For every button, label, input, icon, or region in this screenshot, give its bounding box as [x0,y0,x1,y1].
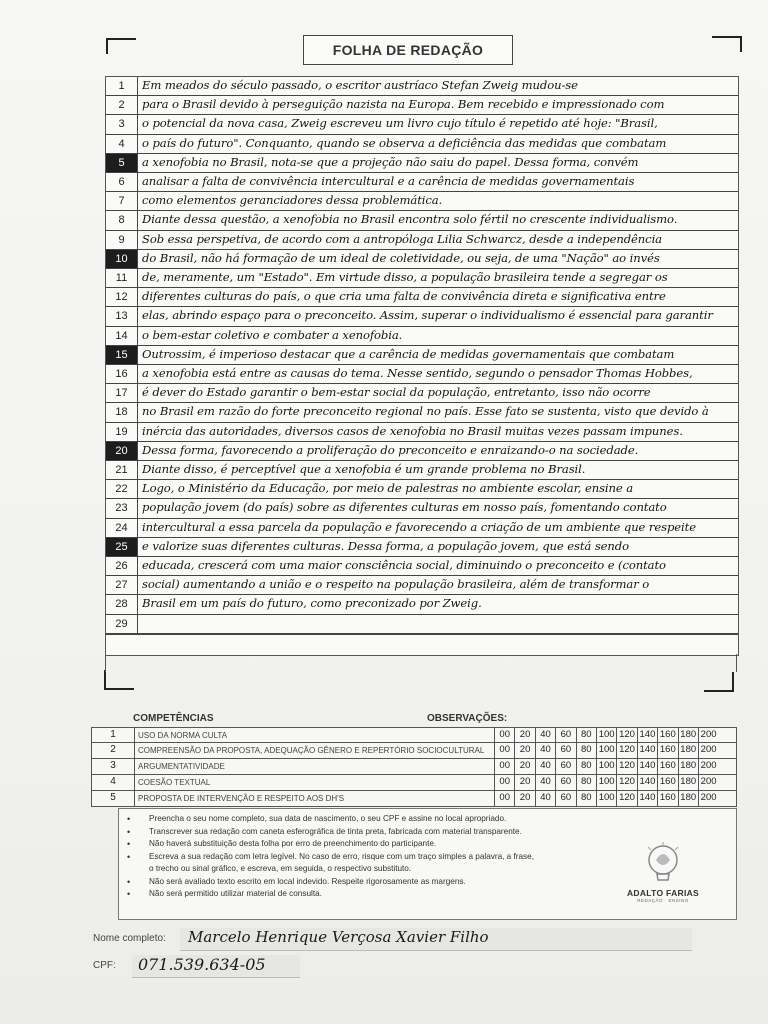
handwritten-text: Outrossim, é imperioso destacar que a carência de medidas governamentais que combatam [142,346,675,361]
essay-line [106,615,738,634]
essay-line [106,538,738,557]
line-number: 8 [106,211,138,229]
handwritten-text: do Brasil, não há formação de um ideal de coletividade, ou seja, de uma "Nação" ao invés [142,250,660,265]
score-option[interactable]: 80 [576,791,596,806]
line-number: 3 [106,115,138,133]
competencia-row [91,791,737,807]
essay-line [106,384,738,403]
competencia-row [91,759,737,775]
handwritten-text: inércia das autoridades, diversos casos de xenofobia no Brasil muitas vezes passam impunes. [142,423,683,438]
logo-tagline: REDAÇÃO · ENSINO [637,898,689,903]
essay-extra-line [106,634,738,635]
cpf-value: 071.539.634-05 [138,955,266,974]
instruction-text: Não será permitido utilizar material de consulta. [149,889,322,898]
corner-mark-bottom-right [704,672,734,692]
line-number: 10 [106,250,138,268]
competencia-label: COMPREENSÃO DA PROPOSTA, ADEQUAÇÃO GÊNERO E REPERTÓRIO SOCIOCULTURAL [138,746,485,755]
competencia-row [91,727,737,743]
instruction-item [119,826,736,839]
score-option[interactable]: 60 [555,743,575,758]
score-option[interactable]: 00 [494,775,514,790]
score-option[interactable]: 140 [637,728,657,742]
score-option[interactable]: 160 [657,775,677,790]
line-number: 20 [106,442,138,460]
handwritten-text: Logo, o Ministério da Educação, por meio de palestras no ambiente escolar, ensine a [142,481,634,496]
handwritten-text: Em meados do século passado, o escritor austríaco Stefan Zweig mudou-se [142,78,578,92]
score-option[interactable]: 180 [678,743,698,758]
competencia-label: PROPOSTA DE INTERVENÇÃO E RESPEITO AOS DH'S [138,794,345,803]
lightbulb-icon [623,840,703,888]
essay-line [106,499,738,518]
line-number: 5 [106,154,138,172]
score-option[interactable]: 140 [637,759,657,774]
essay-line [106,461,738,480]
logo-name: ADALTO FARIAS [626,888,700,898]
score-option[interactable]: 00 [494,759,514,774]
score-options [494,743,718,758]
corner-mark-top-left [106,38,136,54]
handwritten-text: é dever do Estado garantir o bem-estar social da população, entretanto, isso não ocorre [142,385,651,400]
competencia-row [91,743,737,759]
essay-line [106,403,738,422]
essay-line [106,576,738,595]
score-option[interactable]: 20 [514,791,534,806]
score-option[interactable]: 100 [596,728,616,742]
score-option[interactable]: 80 [576,728,596,742]
score-option[interactable]: 200 [698,728,718,742]
score-option[interactable]: 100 [596,759,616,774]
competencia-label: USO DA NORMA CULTA [138,731,228,740]
score-option[interactable]: 140 [637,743,657,758]
score-option[interactable]: 100 [596,743,616,758]
competencias-title: COMPETÊNCIAS [133,713,214,724]
name-value: Marcelo Henrique Verçosa Xavier Filho [188,928,489,946]
handwritten-text: como elementos geranciadores dessa problemática. [142,193,443,208]
essay-line [106,307,738,326]
essay-line [106,480,738,499]
name-label: Nome completo: [93,933,166,944]
essay-line [106,365,738,384]
score-options [494,791,718,806]
score-option[interactable]: 40 [535,775,555,790]
line-number: 14 [106,327,138,345]
essay-line [106,595,738,614]
score-option[interactable]: 00 [494,791,514,806]
corner-mark-top-right [712,36,742,52]
essay-line [106,96,738,115]
competencia-number: 5 [92,791,135,806]
essay-line [106,346,738,365]
score-option[interactable]: 120 [616,791,636,806]
instruction-text: Não será avaliado texto escrito em local indevido. Respeite rigorosamente as margens. [149,876,466,886]
line-number: 1 [106,77,138,95]
bullet-icon: • [127,814,131,824]
handwritten-text: analisar a falta de convivência intercultural e a carência de medidas governamentais [142,174,635,188]
score-option[interactable]: 120 [616,759,636,774]
handwritten-text: o bem-estar coletivo e combater a xenofobia. [142,327,403,342]
bullet-icon: • [127,876,131,887]
line-number: 21 [106,461,138,479]
line-number: 28 [106,595,138,613]
bullet-icon: • [127,826,131,837]
line-number: 2 [106,96,138,114]
handwritten-text: Diante disso, é perceptível que a xenofobia é um grande problema no Brasil. [142,462,586,476]
score-options [494,728,718,742]
essay-line [106,154,738,173]
handwritten-text: social) aumentando a união e o respeito na população brasileira, além de transformar o [142,577,650,592]
line-number: 26 [106,557,138,575]
score-option[interactable]: 20 [514,728,534,742]
line-number: 25 [106,538,138,556]
competencia-number: 1 [92,728,135,742]
score-option[interactable]: 60 [555,775,575,790]
score-option[interactable]: 180 [678,728,698,742]
brand-logo [623,840,703,903]
essay-line [106,231,738,250]
score-option[interactable]: 20 [514,759,534,774]
essay-lines-grid [105,76,739,656]
essay-line [106,327,738,346]
instruction-item [119,813,736,826]
handwritten-text: população jovem (do país) sobre as diferentes culturas em nosso país, fomentando contato [142,500,667,515]
score-option[interactable]: 120 [616,743,636,758]
handwritten-text: a xenofobia no Brasil, nota-se que a projeção não saiu do papel. Dessa forma, convém [142,154,639,169]
essay-bottom-margin [105,654,737,672]
competencia-label: COESÃO TEXTUAL [138,778,211,787]
essay-line [106,135,738,154]
score-option[interactable]: 60 [555,728,575,742]
score-options [494,775,718,790]
handwritten-text: no Brasil em razão do forte preconceito regional no país. Esse fato se sustenta, visto que devido à [142,404,709,419]
score-option[interactable]: 100 [596,791,616,806]
score-option[interactable]: 120 [616,775,636,790]
line-number: 13 [106,307,138,325]
line-number: 24 [106,519,138,537]
handwritten-text: o potencial da nova casa, Zweig escreveu um livro cujo título é repetido até hoje: "Brasil, [142,116,658,131]
score-option[interactable]: 120 [616,728,636,742]
handwritten-text: elas, abrindo espaço para o preconceito. Assim, superar o individualismo é essencial para garantir [142,308,713,323]
essay-line [106,423,738,442]
score-option[interactable]: 200 [698,791,718,806]
essay-line [106,557,738,576]
instruction-text: Preencha o seu nome completo, sua data de nascimento, o seu CPF e assine no local apropriado. [149,814,507,823]
score-option[interactable]: 160 [657,791,677,806]
handwritten-text: Brasil em um país do futuro, como preconizado por Zweig. [142,596,482,611]
score-option[interactable]: 40 [535,791,555,806]
line-number: 22 [106,480,138,498]
line-number: 9 [106,231,138,249]
handwritten-text: a xenofobia está entre as causas do tema. Nesse sentido, segundo o pensador Thomas Hobbes, [142,366,693,380]
instruction-text: Transcrever sua redação com caneta esferográfica de tinta preta, fabricada com material transparente. [149,826,522,836]
sheet-title: FOLHA DE REDAÇÃO [303,35,513,65]
score-options [494,759,718,774]
score-option[interactable]: 100 [596,775,616,790]
score-option[interactable]: 140 [637,775,657,790]
score-option[interactable]: 200 [698,743,718,758]
handwritten-text: Dessa forma, favorecendo a proliferação do preconceito e enraizando-o na sociedade. [142,442,639,457]
score-option[interactable]: 20 [514,743,534,758]
line-number: 11 [106,269,138,287]
score-option[interactable]: 60 [555,759,575,774]
score-option[interactable]: 00 [494,728,514,742]
essay-line [106,288,738,307]
score-option[interactable]: 200 [698,759,718,774]
essay-line [106,173,738,192]
line-number: 7 [106,192,138,210]
line-number: 16 [106,365,138,383]
line-number: 23 [106,499,138,517]
line-number: 4 [106,135,138,153]
handwritten-text: intercultural a essa parcela da população e favorecendo a criação de um ambiente que respeite [142,519,696,534]
handwritten-text [142,615,734,633]
handwritten-text: e valorize suas diferentes culturas. Dessa forma, a população jovem, que está sendo [142,538,629,553]
line-number: 6 [106,173,138,191]
score-option[interactable]: 00 [494,743,514,758]
competencia-number: 4 [92,775,135,790]
handwritten-text: educada, crescerá com uma maior consciência social, diminuindo o preconceito e (contato [142,558,666,572]
score-option[interactable]: 80 [576,743,596,758]
competencia-label: ARGUMENTATIVIDADE [138,762,225,771]
line-number: 17 [106,384,138,402]
instruction-text: Não haverá substituição desta folha por erro de preenchimento do participante. [149,839,437,848]
handwritten-text: para o Brasil devido à perseguição nazista na Europa. Bem recebido e impressionado com [142,97,665,112]
essay-line [106,211,738,230]
score-option[interactable]: 40 [535,728,555,742]
bullet-icon: • [127,851,131,862]
corner-mark-bottom-left [104,670,134,690]
competencia-number: 3 [92,759,135,774]
score-option[interactable]: 40 [535,743,555,758]
score-option[interactable]: 20 [514,775,534,790]
competencias-header [91,711,737,725]
line-number: 19 [106,423,138,441]
line-number: 15 [106,346,138,364]
competencias-table [91,711,737,808]
handwritten-text: Diante dessa questão, a xenofobia no Brasil encontra solo fértil no crescente individualismo. [142,212,678,227]
essay-line [106,192,738,211]
instruction-text: o trecho ou sinal gráfico, e escreva, em seguida, o respectivo substituto. [149,864,412,873]
line-number: 29 [106,615,138,633]
essay-line [106,269,738,288]
bullet-icon: • [127,889,131,899]
line-number: 18 [106,403,138,421]
handwritten-text: o país do futuro". Conquanto, quando se observa a deficiência das medidas que combatam [142,135,667,150]
competencia-number: 2 [92,743,135,758]
score-option[interactable]: 180 [678,759,698,774]
observacoes-title: OBSERVAÇÕES: [427,713,508,724]
essay-line [106,442,738,461]
score-option[interactable]: 60 [555,791,575,806]
essay-line [106,250,738,269]
competencia-row [91,775,737,791]
line-number: 27 [106,576,138,594]
score-option[interactable]: 180 [678,775,698,790]
score-option[interactable]: 160 [657,728,677,742]
line-number: 12 [106,288,138,306]
score-option[interactable]: 40 [535,759,555,774]
score-option[interactable]: 180 [678,791,698,806]
score-option[interactable]: 140 [637,791,657,806]
score-option[interactable]: 80 [576,759,596,774]
cpf-label: CPF: [93,960,116,971]
instruction-text: Escreva a sua redação com letra legível. No caso de erro, risque com um traço simples a palavra, a frase, [149,851,534,861]
essay-line [106,115,738,134]
handwritten-text: diferentes culturas do país, o que cria uma falta de convivência direta e significativa entre [142,289,666,304]
handwritten-text: de, meramente, um "Estado". Em virtude disso, a população brasileira tende a segregar os [142,270,668,284]
score-option[interactable]: 80 [576,775,596,790]
score-option[interactable]: 200 [698,775,718,790]
handwritten-text: Sob essa perspetiva, de acordo com a antropóloga Lilia Schwarcz, desde a independência [142,231,662,246]
essay-line [106,77,738,96]
bullet-icon: • [127,839,131,849]
essay-line [106,519,738,538]
score-option[interactable]: 160 [657,759,677,774]
score-option[interactable]: 160 [657,743,677,758]
